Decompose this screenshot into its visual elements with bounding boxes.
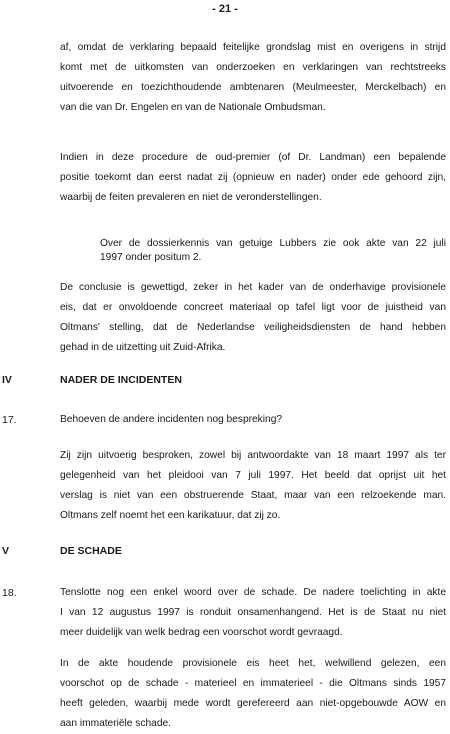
text-line: 1997 onder positum 2. <box>100 252 202 263</box>
page-number: - 21 - <box>212 3 238 15</box>
text-line: voorschot op de schade - materieel en immaterieel - die Oltmans sinds 1957 <box>60 678 446 689</box>
text-line: De conclusie is gewettigd, zeker in het kader van de onderhavige provisionele <box>60 282 446 293</box>
paragraph-4 <box>60 278 446 358</box>
text-line: In de akte houdende provisionele eis heet het, welwillend gelezen, een <box>60 658 446 669</box>
paragraph-7 <box>60 654 446 734</box>
text-line: meer duidelijk van welk bedrag een voorschot wordt gevraagd. <box>60 627 343 638</box>
section-number: IV <box>2 374 12 386</box>
item-number: 17. <box>2 414 17 426</box>
section-heading: NADER DE INCIDENTEN <box>60 374 182 386</box>
text-line: uitvoerende en toezichthoudende ambtenaren (Meulmeester, Merckelbach) en <box>60 82 446 93</box>
text-line: Zij zijn uitvoerig besproken, zowel bij antwoordakte van 18 maart 1997 als ter <box>60 450 446 461</box>
paragraph-5 <box>60 446 446 526</box>
section-number: V <box>2 545 10 557</box>
text-line: heeft geleden, waarbij mede wordt gerefereerd aan niet-opgebouwde AOW en <box>60 698 446 709</box>
paragraph-6 <box>60 583 446 643</box>
paragraph-2 <box>60 148 446 208</box>
text-line: Over de dossierkennis van getuige Lubbers zie ook akte van 22 juli <box>100 238 446 249</box>
text-line: gelegenheid van het pleidooi van 7 juli 1997. Het beeld dat oprijst uit het <box>60 470 446 481</box>
text-line: Oltmans zelf noemt het een karikatuur, dat zij zo. <box>60 510 281 521</box>
text-line: komt met de uitkomsten van onderzoeken en verklaringen van rechtstreeks <box>60 62 446 73</box>
text-line: Behoeven de andere incidenten nog bespreking? <box>60 414 283 425</box>
text-line: verslag is niet van een obstruerende Staat, maar van een relzoekende man. <box>60 490 446 501</box>
text-line: Oltmans' stelling, dat de Nederlandse veiligheidsdiensten de hand hebben <box>60 322 446 333</box>
text-line: Indien in deze procedure de oud-premier (of Dr. Landman) een bepalende <box>60 152 446 163</box>
text-line: positie toekomt dan eerst nadat zij (opnieuw en nader) onder ede gehoord zijn, <box>60 172 446 183</box>
text-line: I van 12 augustus 1997 is ronduit onsamenhangend. Het is de Staat nu niet <box>60 607 446 618</box>
text-line: gehad in de uitzetting uit Zuid-Afrika. <box>60 342 226 353</box>
item-number: 18. <box>2 587 17 599</box>
text-line: af, omdat de verklaring bepaald feitelijke grondslag mist en overigens in strijd <box>60 42 446 53</box>
text-line: aan immateriële schade. <box>60 718 171 729</box>
text-line: van die van Dr. Engelen en van de Nationale Ombudsman. <box>60 102 326 113</box>
text-line: Tenslotte nog een enkel woord over de schade. De nadere toelichting in akte <box>60 587 446 598</box>
paragraph-1 <box>60 38 446 118</box>
section-heading: DE SCHADE <box>60 545 122 557</box>
paragraph-3 <box>100 237 446 265</box>
item-17-text <box>60 410 446 430</box>
text-line: eis, dat er onvoldoende concreet materiaal op tafel ligt voor de juistheid van <box>60 302 446 313</box>
text-line: waarbij de feiten prevaleren en niet de veronderstellingen. <box>60 192 322 203</box>
